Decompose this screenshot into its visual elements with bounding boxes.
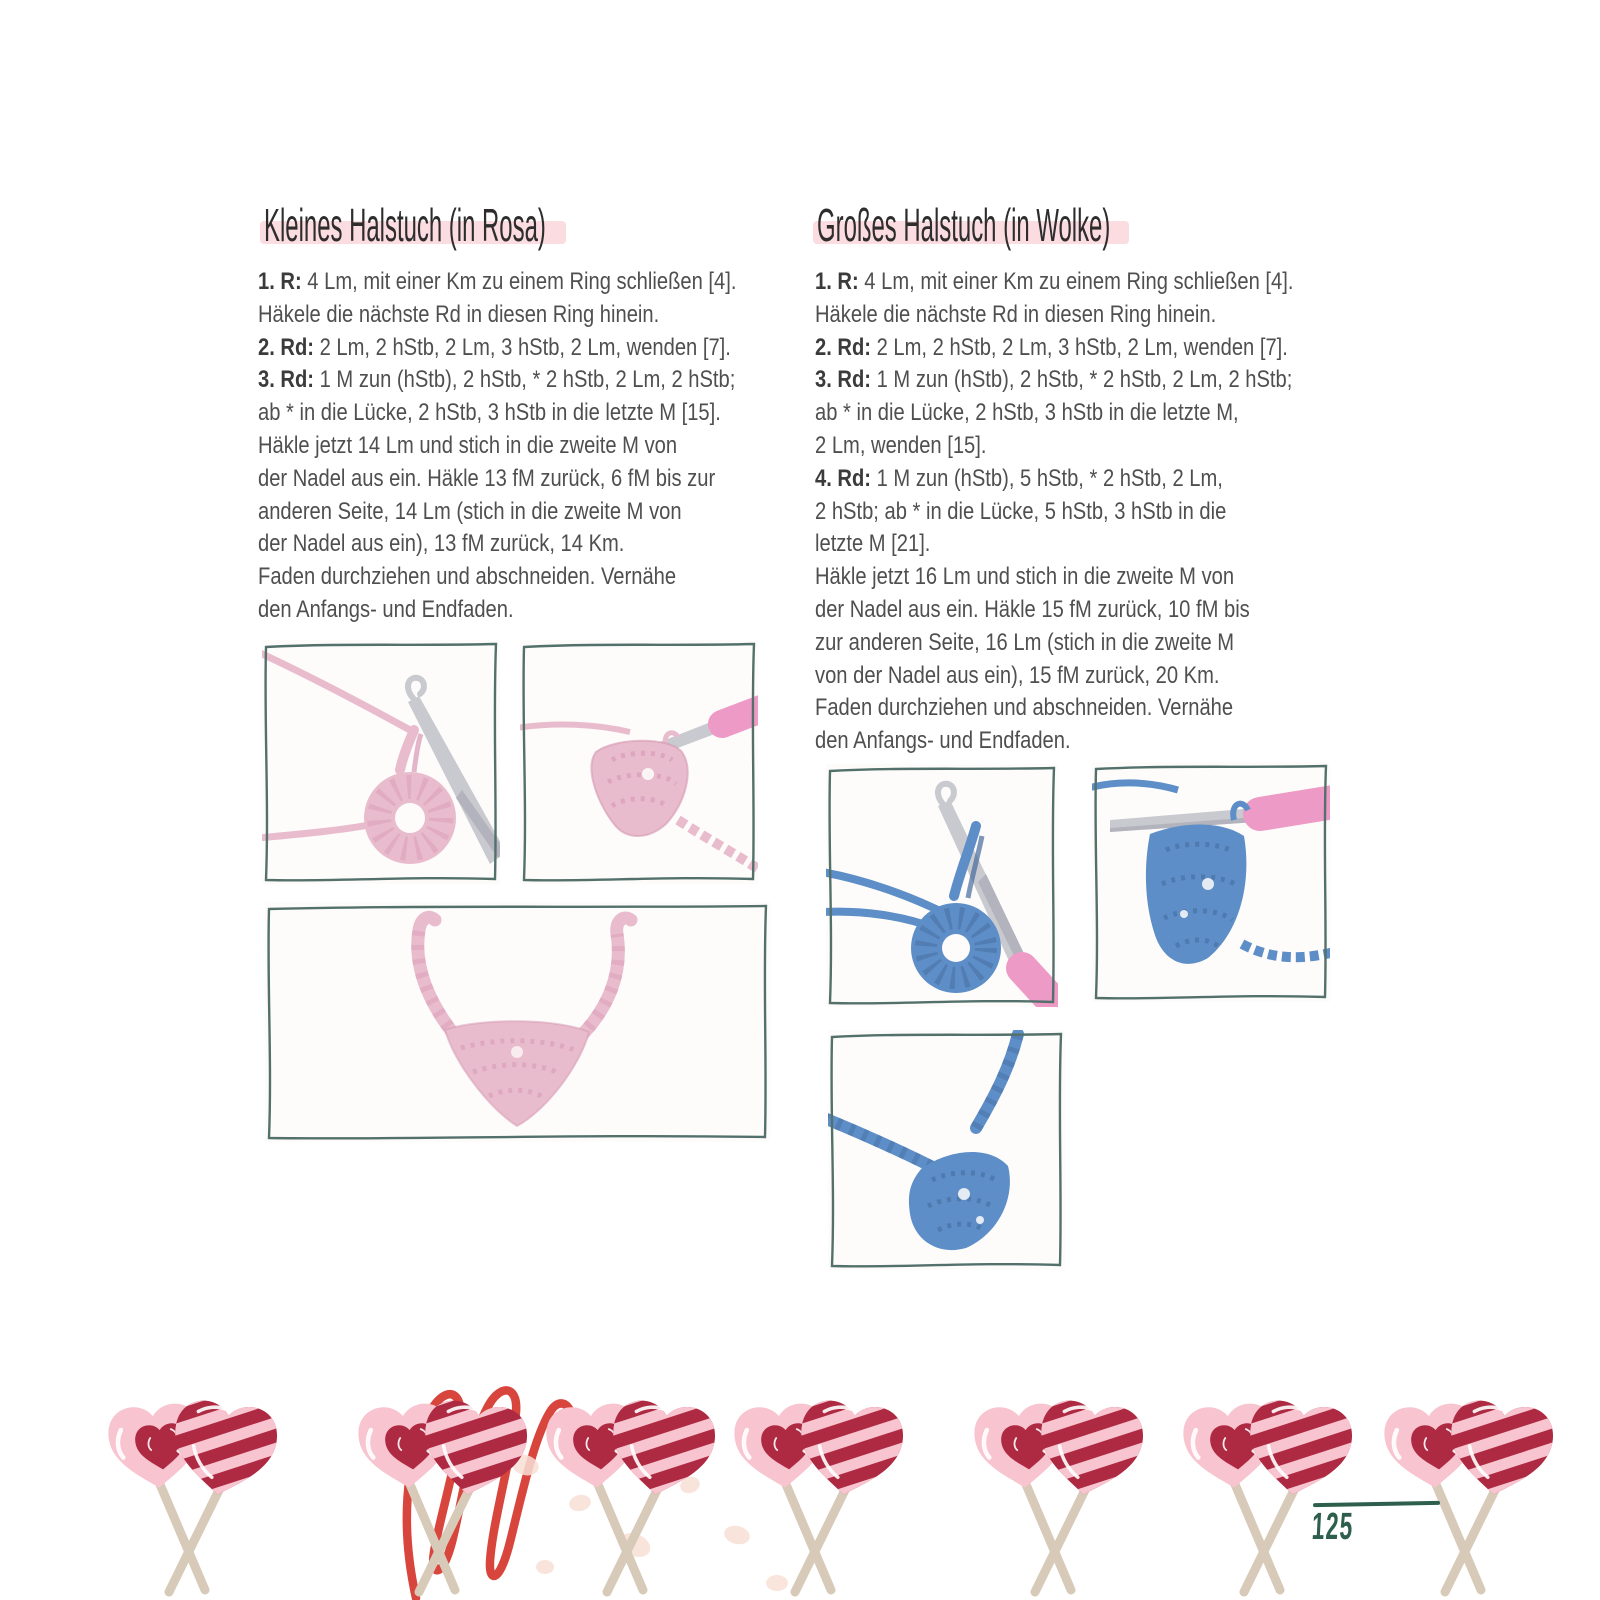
instruction-line: 1. R: 4 Lm, mit einer Km zu einem Ring schließen [4].	[258, 268, 737, 295]
instruction-line: 2. Rd: 2 Lm, 2 hStb, 2 Lm, 3 hStb, 2 Lm, wenden [7].	[815, 333, 1288, 361]
instruction-line: 1. R: 4 Lm, mit einer Km zu einem Ring schließen [4].	[815, 268, 1294, 295]
instruction-line: anderen Seite, 14 Lm (stich in die zweite M von	[258, 497, 682, 525]
instruction-line: 2. Rd: 2 Lm, 2 hStb, 2 Lm, 3 hStb, 2 Lm, wenden [7].	[258, 333, 731, 361]
instruction-line: Häkle jetzt 16 Lm und stich in die zweite M von	[815, 563, 1235, 591]
heart-lollipop-pair	[1379, 1382, 1554, 1597]
instruction-line: der Nadel aus ein), 13 fM zurück, 14 Km.	[258, 530, 625, 558]
photo-pink-magic-ring	[262, 640, 500, 884]
heart-lollipop-pair	[1178, 1382, 1353, 1597]
instruction-line: ab * in die Lücke, 2 hStb, 3 hStb in die letzte M,	[815, 399, 1239, 427]
instruction-line: der Nadel aus ein. Häkle 15 fM zurück, 10 fM bis	[815, 595, 1250, 623]
heart-lollipop-pair	[353, 1382, 528, 1597]
instruction-line: von der Nadel aus ein), 15 fM zurück, 20 Km.	[815, 661, 1220, 689]
instruction-line: den Anfangs- und Endfaden.	[815, 727, 1071, 755]
heart-lollipop-pair	[541, 1382, 716, 1597]
heart-lollipop-pair	[969, 1382, 1144, 1597]
photo-pink-finished-neckerchief	[265, 902, 770, 1142]
instruction-line: 2 hStb; ab * in die Lücke, 5 hStb, 3 hStb in die	[815, 497, 1227, 525]
instructions-large-neckerchief	[815, 266, 1319, 758]
instruction-line: Häkele die nächste Rd in diesen Ring hinein.	[815, 300, 1217, 328]
instructions-small-neckerchief	[258, 266, 762, 627]
section-title-large-neckerchief: Großes Halstuch (in Wolke)	[817, 199, 1111, 251]
section-title-small-neckerchief: Kleines Halstuch (in Rosa)	[264, 199, 546, 251]
instruction-line: ab * in die Lücke, 2 hStb, 3 hStb in die letzte M [15].	[258, 399, 721, 427]
heart-lollipop-pair	[729, 1382, 904, 1597]
instruction-line: zur anderen Seite, 16 Lm (stich in die zweite M	[815, 628, 1235, 656]
instruction-line: den Anfangs- und Endfaden.	[258, 595, 514, 623]
instruction-line: der Nadel aus ein. Häkle 13 fM zurück, 6 fM bis zur	[258, 464, 716, 492]
photo-blue-finished-neckerchief	[828, 1030, 1065, 1270]
instruction-line: 3. Rd: 1 M zun (hStb), 2 hStb, * 2 hStb, 2 Lm, 2 hStb;	[815, 366, 1293, 394]
heart-lollipop-pair	[103, 1382, 278, 1597]
instruction-line: Faden durchziehen und abschneiden. Vernähe	[815, 694, 1234, 722]
instruction-line: 3. Rd: 1 M zun (hStb), 2 hStb, * 2 hStb, 2 Lm, 2 hStb;	[258, 366, 736, 394]
heart-lollipop-border	[0, 1370, 1600, 1600]
instruction-line: 4. Rd: 1 M zun (hStb), 5 hStb, * 2 hStb, 2 Lm,	[815, 464, 1223, 492]
instruction-line: Häkele die nächste Rd in diesen Ring hinein.	[258, 300, 660, 328]
instruction-line: Faden durchziehen und abschneiden. Vernähe	[258, 563, 677, 591]
instruction-line: Häkle jetzt 14 Lm und stich in die zweite M von	[258, 431, 678, 459]
photo-pink-triangle-start	[520, 640, 758, 884]
instruction-line: 2 Lm, wenden [15].	[815, 431, 987, 459]
photo-blue-magic-ring	[826, 764, 1058, 1007]
page-number: 125	[1310, 1506, 1355, 1548]
photo-blue-triangle-on-hook	[1092, 762, 1330, 1002]
instruction-line: letzte M [21].	[815, 530, 931, 558]
